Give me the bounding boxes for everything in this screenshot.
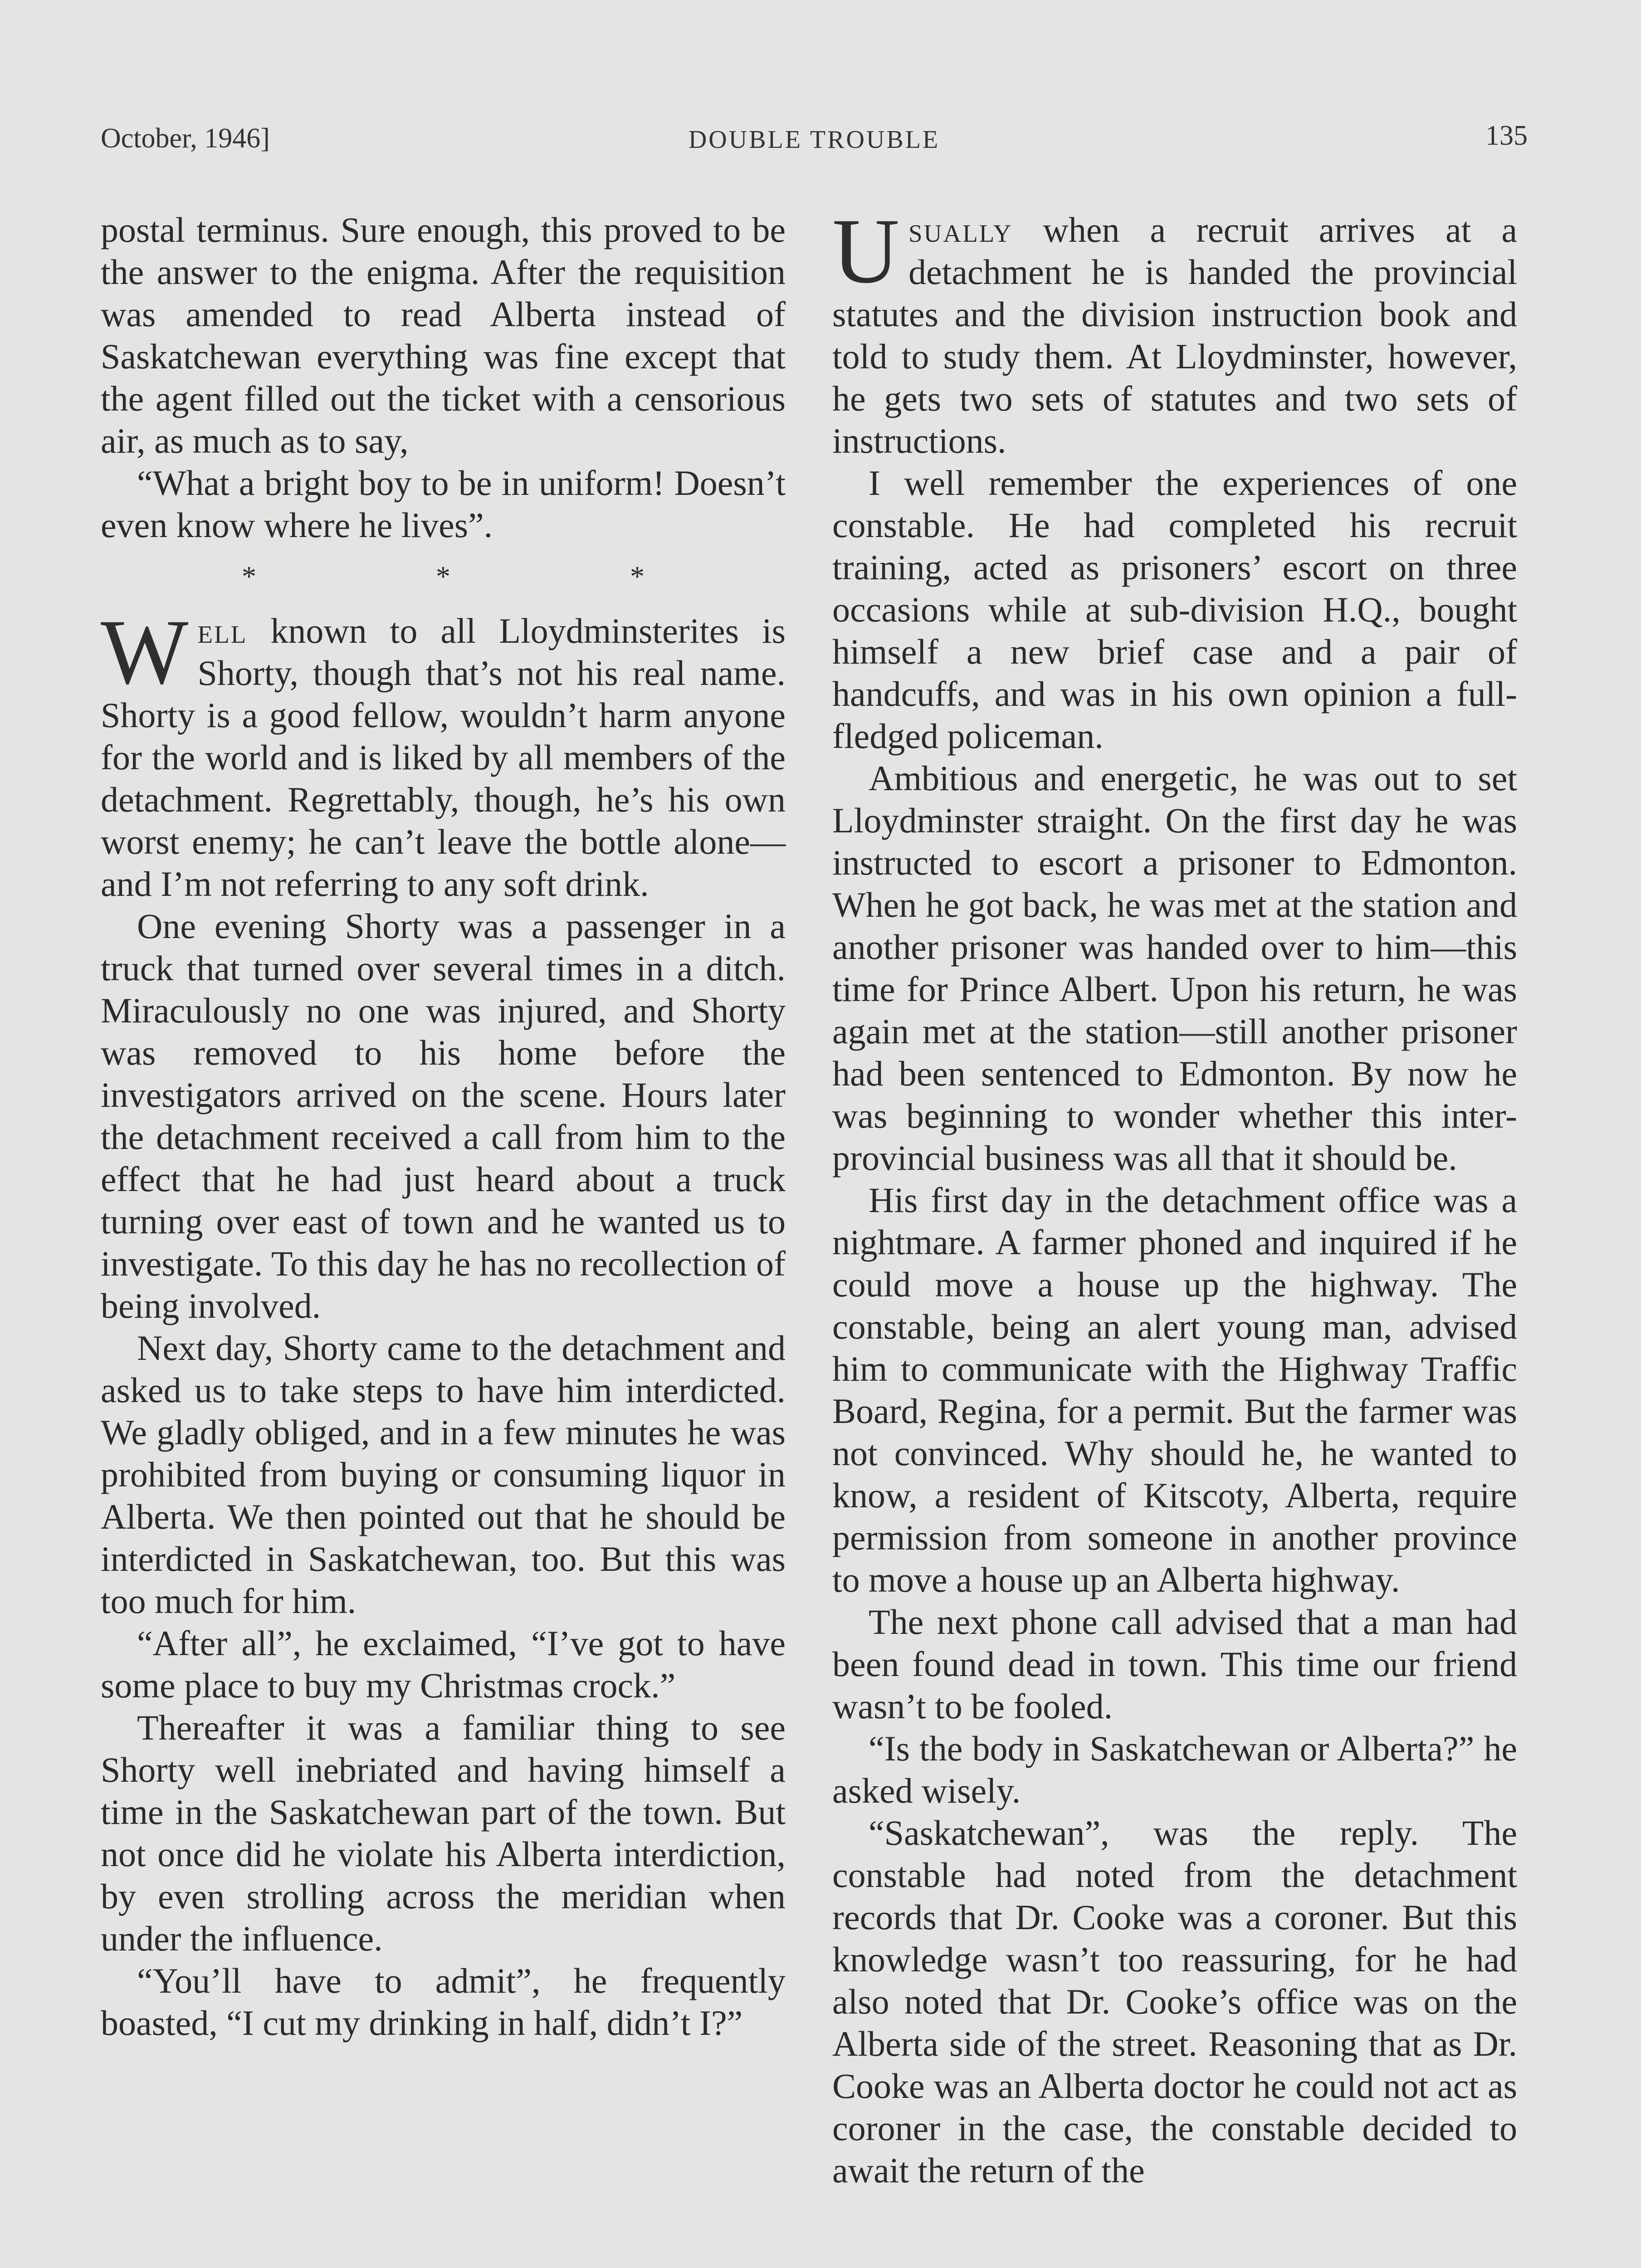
- paragraph: One evening Shorty was a passenger in a truck that turned over several times in a ditch. Miraculously no one was injured, and Shorty was removed to his home before the investigators arrived on the scene. Hours later the detachment received a call from him to the effect that he had just heard about a truck turning over east of town and he wanted us to investigate. To this day he has no recollection of being involved.: [101, 906, 786, 1325]
- paragraph-with-drop-cap: [832, 200, 1517, 462]
- paragraph: “Is the body in Saskatchewan or Alberta?” he asked wisely.: [832, 1729, 1517, 1810]
- page-header: [101, 122, 1528, 163]
- small-caps-lead: sually: [908, 210, 1013, 249]
- paragraph: “You’ll have to admit”, he frequently boasted, “I cut my drinking in half, didn’t I?”: [101, 1961, 786, 2043]
- paragraph: Thereafter it was a familiar thing to see Shorty well inebriated and having himself a time in the Saskatchewan part of the town. But not once did he violate his Alberta interdiction, by even strolling across the meridian when under the influence.: [101, 1708, 786, 1958]
- paragraph: His first day in the detachment office was a nightmare. A farmer phoned and inquired if he could move a house up the highway. The constable, being an alert young man, advised him to communicate with the Highway Traffic Board, Regina, for a permit. But the farmer was not convinced. Why should he, he wanted to know, a resident of Kitscoty, Alberta, require permission from someone in another province to move a house up an Alberta highway.: [832, 1180, 1517, 1599]
- paragraph-with-drop-cap: [101, 601, 786, 905]
- paragraph: The next phone call advised that a man had been found dead in town. This time our friend wasn’t to be fooled.: [832, 1602, 1517, 1726]
- paragraph-text: when a recruit arrives at a detachment he is handed the provincial statutes and the division instruction book and told to study them. At Lloydminster, however, he gets two sets of statutes and two sets of instructions.: [832, 210, 1517, 460]
- left-column: [101, 209, 786, 2044]
- drop-cap: U: [832, 200, 900, 303]
- paragraph: Next day, Shorty came to the detachment and asked us to take steps to have him interdicted. We gladly obliged, and in a few minutes he was prohibited from buying or consuming liquor in Alberta. We then pointed out that he should be interdicted in Saskatchewan, too. But this was too much for him.: [101, 1328, 786, 1621]
- running-title: DOUBLE TROUBLE: [688, 126, 940, 154]
- drop-cap: W: [101, 601, 189, 704]
- paragraph: “What a bright boy to be in uniform! Doesn’t even know where he lives”.: [101, 463, 786, 545]
- paragraph-text: known to all Lloydminsterites is Shorty, though that’s not his real name. Shorty is a good fellow, wouldn’t harm anyone for the world and is liked by all members of the detachment. Regrettably, though, he’s his own worst enemy; he can’t leave the bottle alone—and I’m not referring to any soft drink.: [101, 611, 786, 904]
- paragraph: I well remember the experiences of one constable. He had completed his recruit training, acted as prisoners’ escort on three occasions while at sub-division H.Q., bought himself a new brief case and a pair of handcuffs, and was in his own opinion a full-fledged policeman.: [832, 463, 1517, 756]
- page-number: 135: [1485, 120, 1528, 151]
- paragraph: Ambitious and energetic, he was out to set Lloydminster straight. On the first day he was instructed to escort a prisoner to Edmonton. When he got back, he was met at the station and another prisoner was handed over to him—this time for Prince Albert. Upon his return, he was again met at the station—still another prisoner had been sentenced to Edmonton. By now he was beginning to wonder whether this inter-provincial business was all that it should be.: [832, 758, 1517, 1178]
- paragraph: postal terminus. Sure enough, this proved to be the answer to the enigma. After the requisition was amended to read Alberta instead of Saskatchewan everything was fine except that the agent filled out the ticket with a censorious air, as much as to say,: [101, 210, 786, 460]
- small-caps-lead: ell: [197, 611, 248, 650]
- issue-date: October, 1946]: [101, 123, 270, 154]
- paragraph: “Saskatchewan”, was the reply. The constable had noted from the detachment records that Dr. Cooke was a coroner. But this knowledge wasn’t too reassuring, for he had also noted that Dr. Cooke’s office was on the Alberta side of the street. Reasoning that as Dr. Cooke was an Alberta doctor he could not act as coroner in the case, the constable decided to await the return of the: [832, 1813, 1517, 2190]
- right-column: [832, 200, 1517, 2191]
- paragraph: “After all”, he exclaimed, “I’ve got to have some place to buy my Christmas crock.”: [101, 1623, 786, 1705]
- section-separator: * * *: [242, 560, 731, 592]
